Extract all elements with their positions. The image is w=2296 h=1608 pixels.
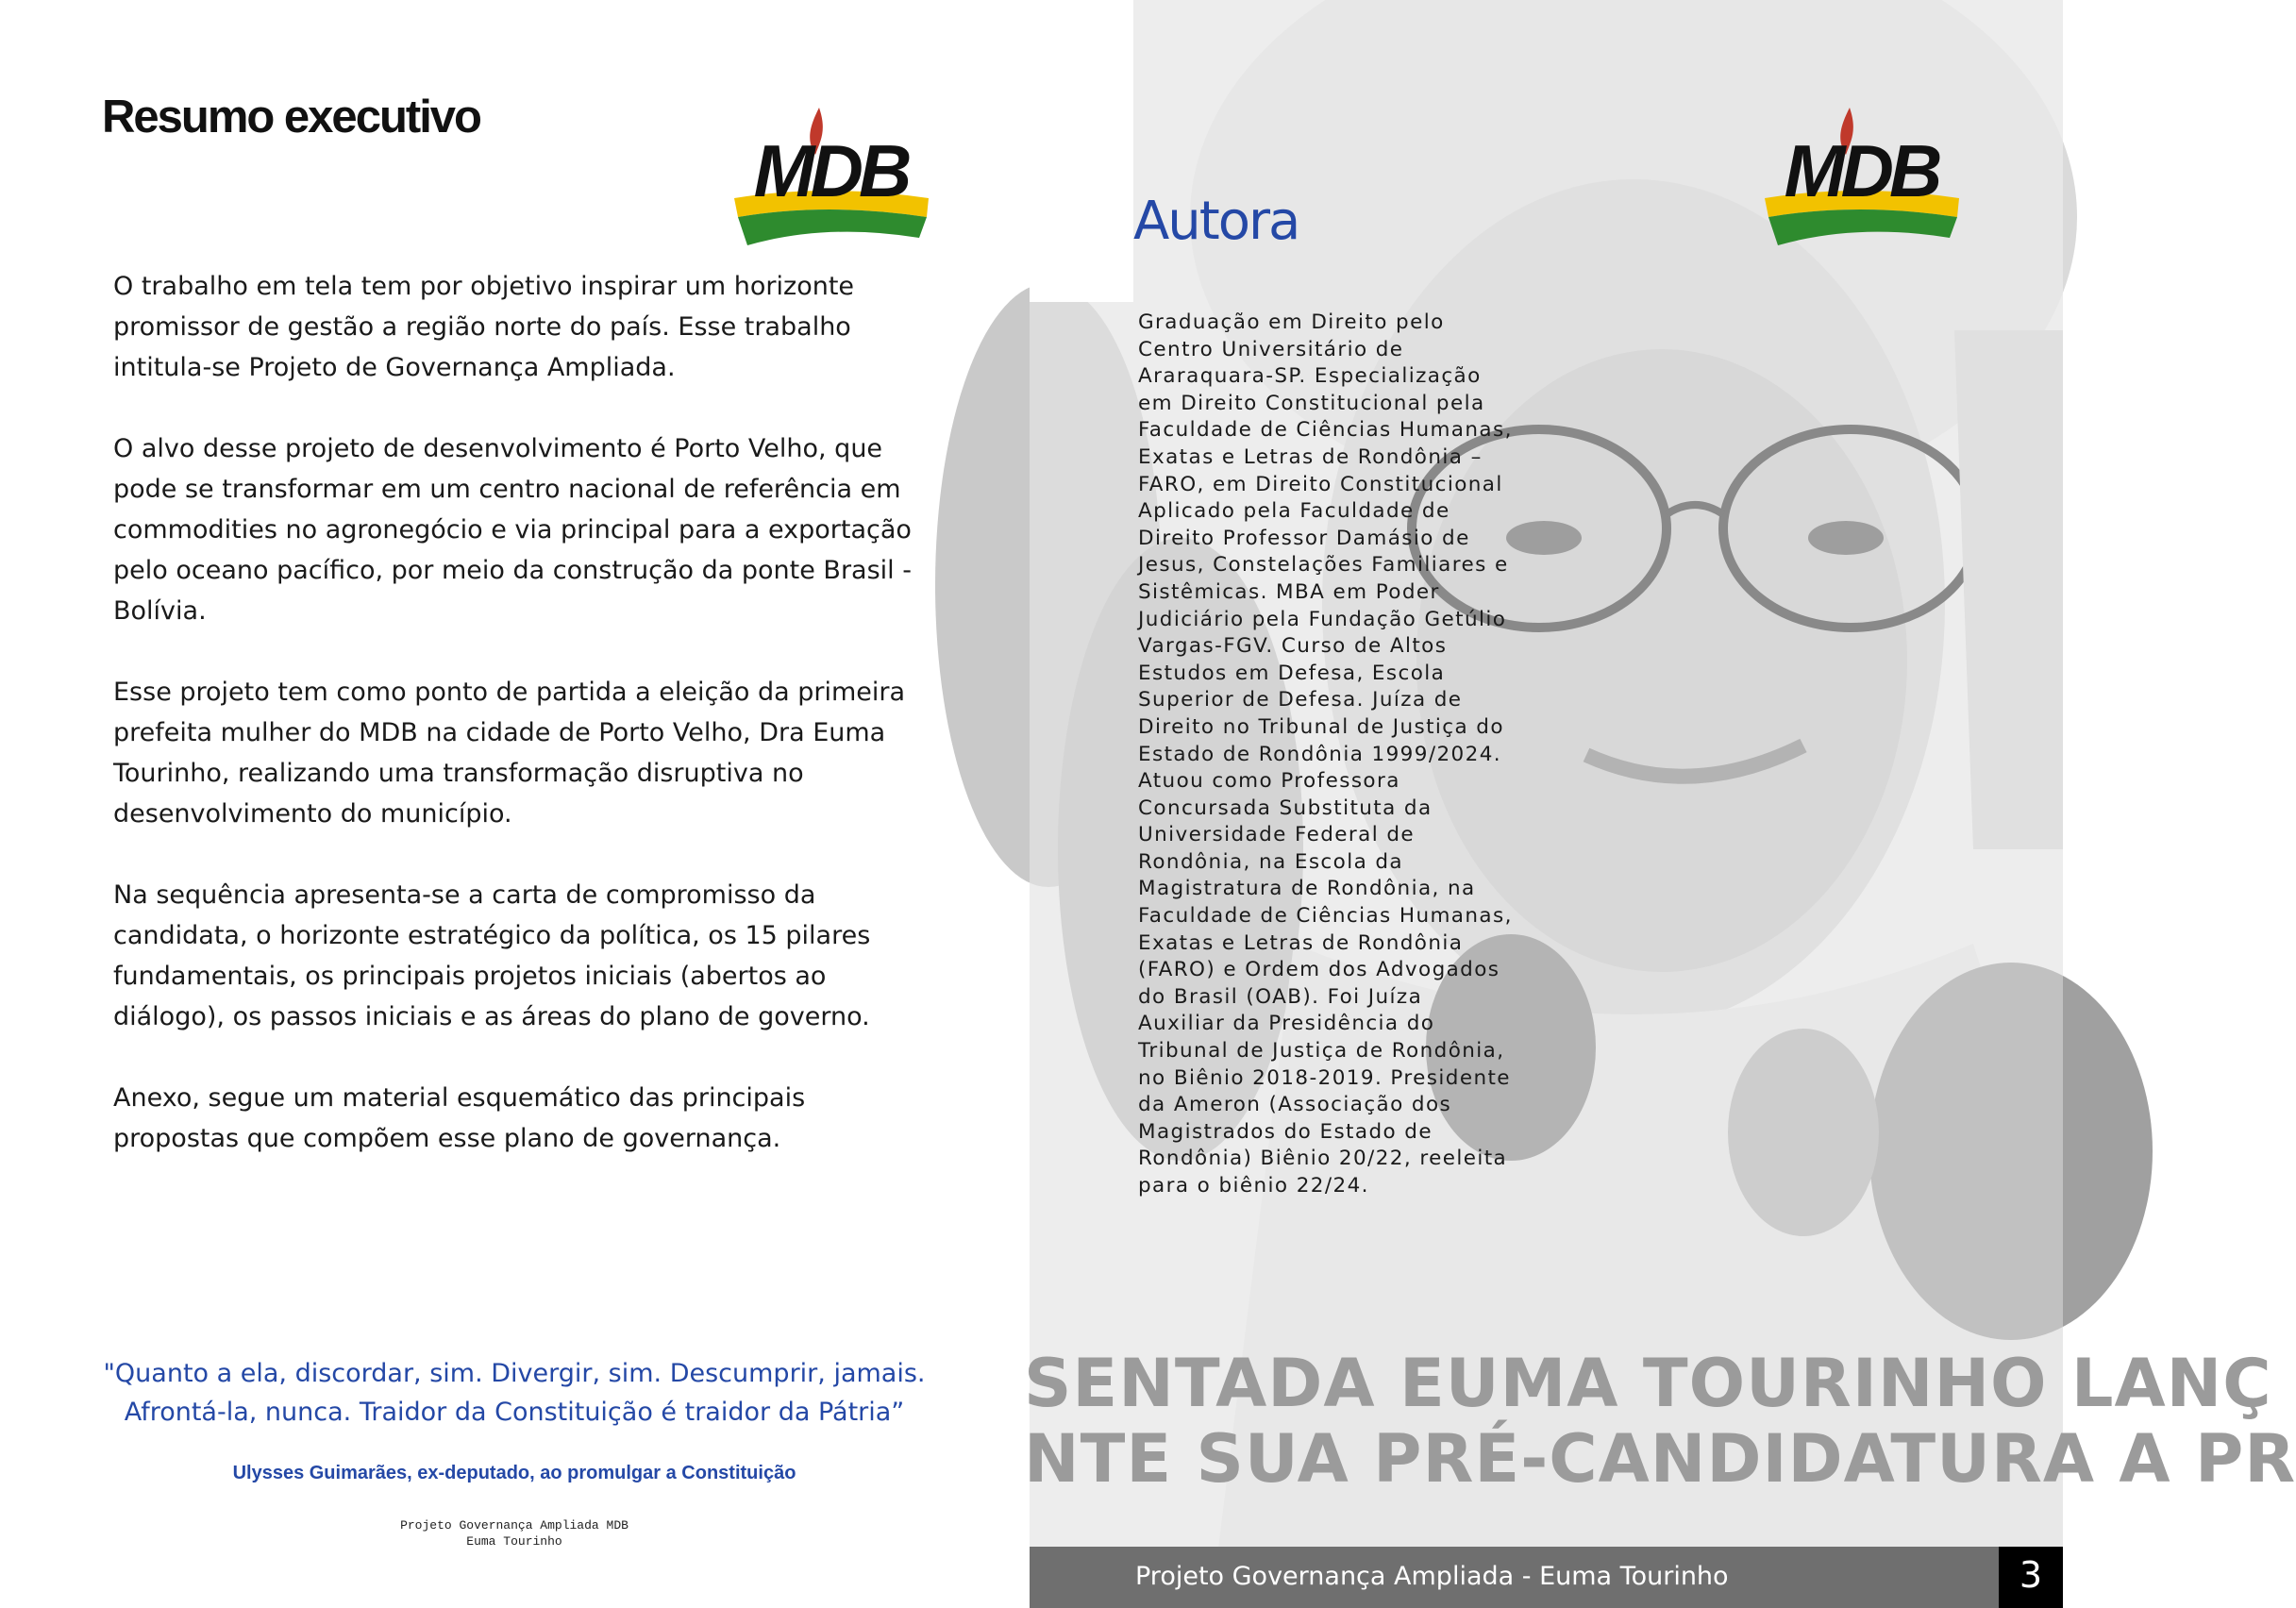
photo-white-area bbox=[1030, 0, 1133, 302]
logo-text: MDB bbox=[1784, 129, 1938, 212]
footer-note-line: Euma Tourinho bbox=[466, 1534, 562, 1549]
photo-caption-banner bbox=[1024, 1326, 2296, 1515]
summary-paragraph: O trabalho em tela tem por objetivo inspirar um horizonte promissor de gestão a região norte do país. Esse trabalho intitula-se Projeto de Governança Ampliada. bbox=[113, 272, 855, 382]
summary-paragraph: Esse projeto tem como ponto de partida a eleição da primeira prefeita mulher do MDB na cidade de Porto Velho, Dra Euma Tourinho, realizando uma transformação disruptiva no desenvolvimento do município. bbox=[113, 678, 906, 829]
summary-paragraph: Anexo, segue um material esquemático das principais propostas que compõem esse plano de governança. bbox=[113, 1083, 806, 1153]
page-number-box bbox=[1999, 1547, 2063, 1608]
footer-note-line: Projeto Governança Ampliada MDB bbox=[400, 1518, 628, 1533]
summary-paragraph: Na sequência apresenta-se a carta de compromisso da candidata, o horizonte estratégico da política, os 15 pilares fundamentais, os principais projetos iniciais (abertos ao diálogo), os passos iniciais e as áreas do plano de governo. bbox=[113, 880, 871, 1031]
quote-author: Ulysses Guimarães, ex-deputado, ao promulgar a Constituição bbox=[232, 1463, 796, 1483]
executive-summary-body bbox=[113, 266, 934, 1199]
logo-text: MDB bbox=[753, 129, 908, 212]
footer-bar bbox=[1030, 1547, 1999, 1608]
mdb-logo bbox=[732, 106, 930, 247]
banner-line: NTE SUA PRÉ-CANDIDATURA A PR bbox=[1024, 1420, 2296, 1498]
footer-title: Projeto Governança Ampliada - Euma Tourinho bbox=[1135, 1562, 1729, 1591]
mdb-logo bbox=[1763, 106, 1961, 247]
author-section-title: Autora bbox=[1133, 191, 1299, 252]
page-number: 3 bbox=[2019, 1554, 2043, 1596]
author-bio: Graduação em Direito pelo Centro Universitário de Araraquara-SP. Especialização em Direito Constitucional pela Faculdade de Ciências Humanas, Exatas e Letras de Rondônia – FARO, em Direito Constitucional Aplicado pela Faculdade de Direito Professor Damásio de Jesus, Constelações Familiares e Sistêmicas. MBA em Poder Judiciário pela Fundação Getúlio Vargas-FGV. Curso de Altos Estudos em Defesa, Escola Superior de Defesa. Juíza de Direito no Tribunal de Justiça do Estado de Rondônia 1999/2024. Atuou como Professora Concursada Substituta da Universidade Federal de Rondônia, na Escola da Magistratura de Rondônia, na Faculdade de Ciências Humanas, Exatas e Letras de Rondônia (FARO) e Ordem dos Advogados do Brasil (OAB). Foi Juíza Auxiliar da Presidência do Tribunal de Justiça de Rondônia, no Biênio 2018-2019. Presidente da Ameron (Associação dos Magistrados do Estado de Rondônia) Biênio 20/22, reeleita para o biênio 22/24. bbox=[1138, 310, 1513, 1198]
quote: "Quanto a ela, discordar, sim. Divergir, sim. Descumprir, jamais. Afrontá-la, nunca. Traidor da Constituição é traidor da Pátria” bbox=[103, 1359, 926, 1427]
summary-paragraph: O alvo desse projeto de desenvolvimento é Porto Velho, que pode se transformar em um centro nacional de referência em commodities no agronegócio e via principal para a exportação pelo oceano pacífico, por meio da construção da ponte Brasil - Bolívia. bbox=[113, 434, 912, 626]
footer-note bbox=[326, 1517, 703, 1549]
page-title: Resumo executivo bbox=[102, 92, 480, 142]
banner-line: SENTADA EUMA TOURINHO LANÇ bbox=[1024, 1345, 2272, 1422]
